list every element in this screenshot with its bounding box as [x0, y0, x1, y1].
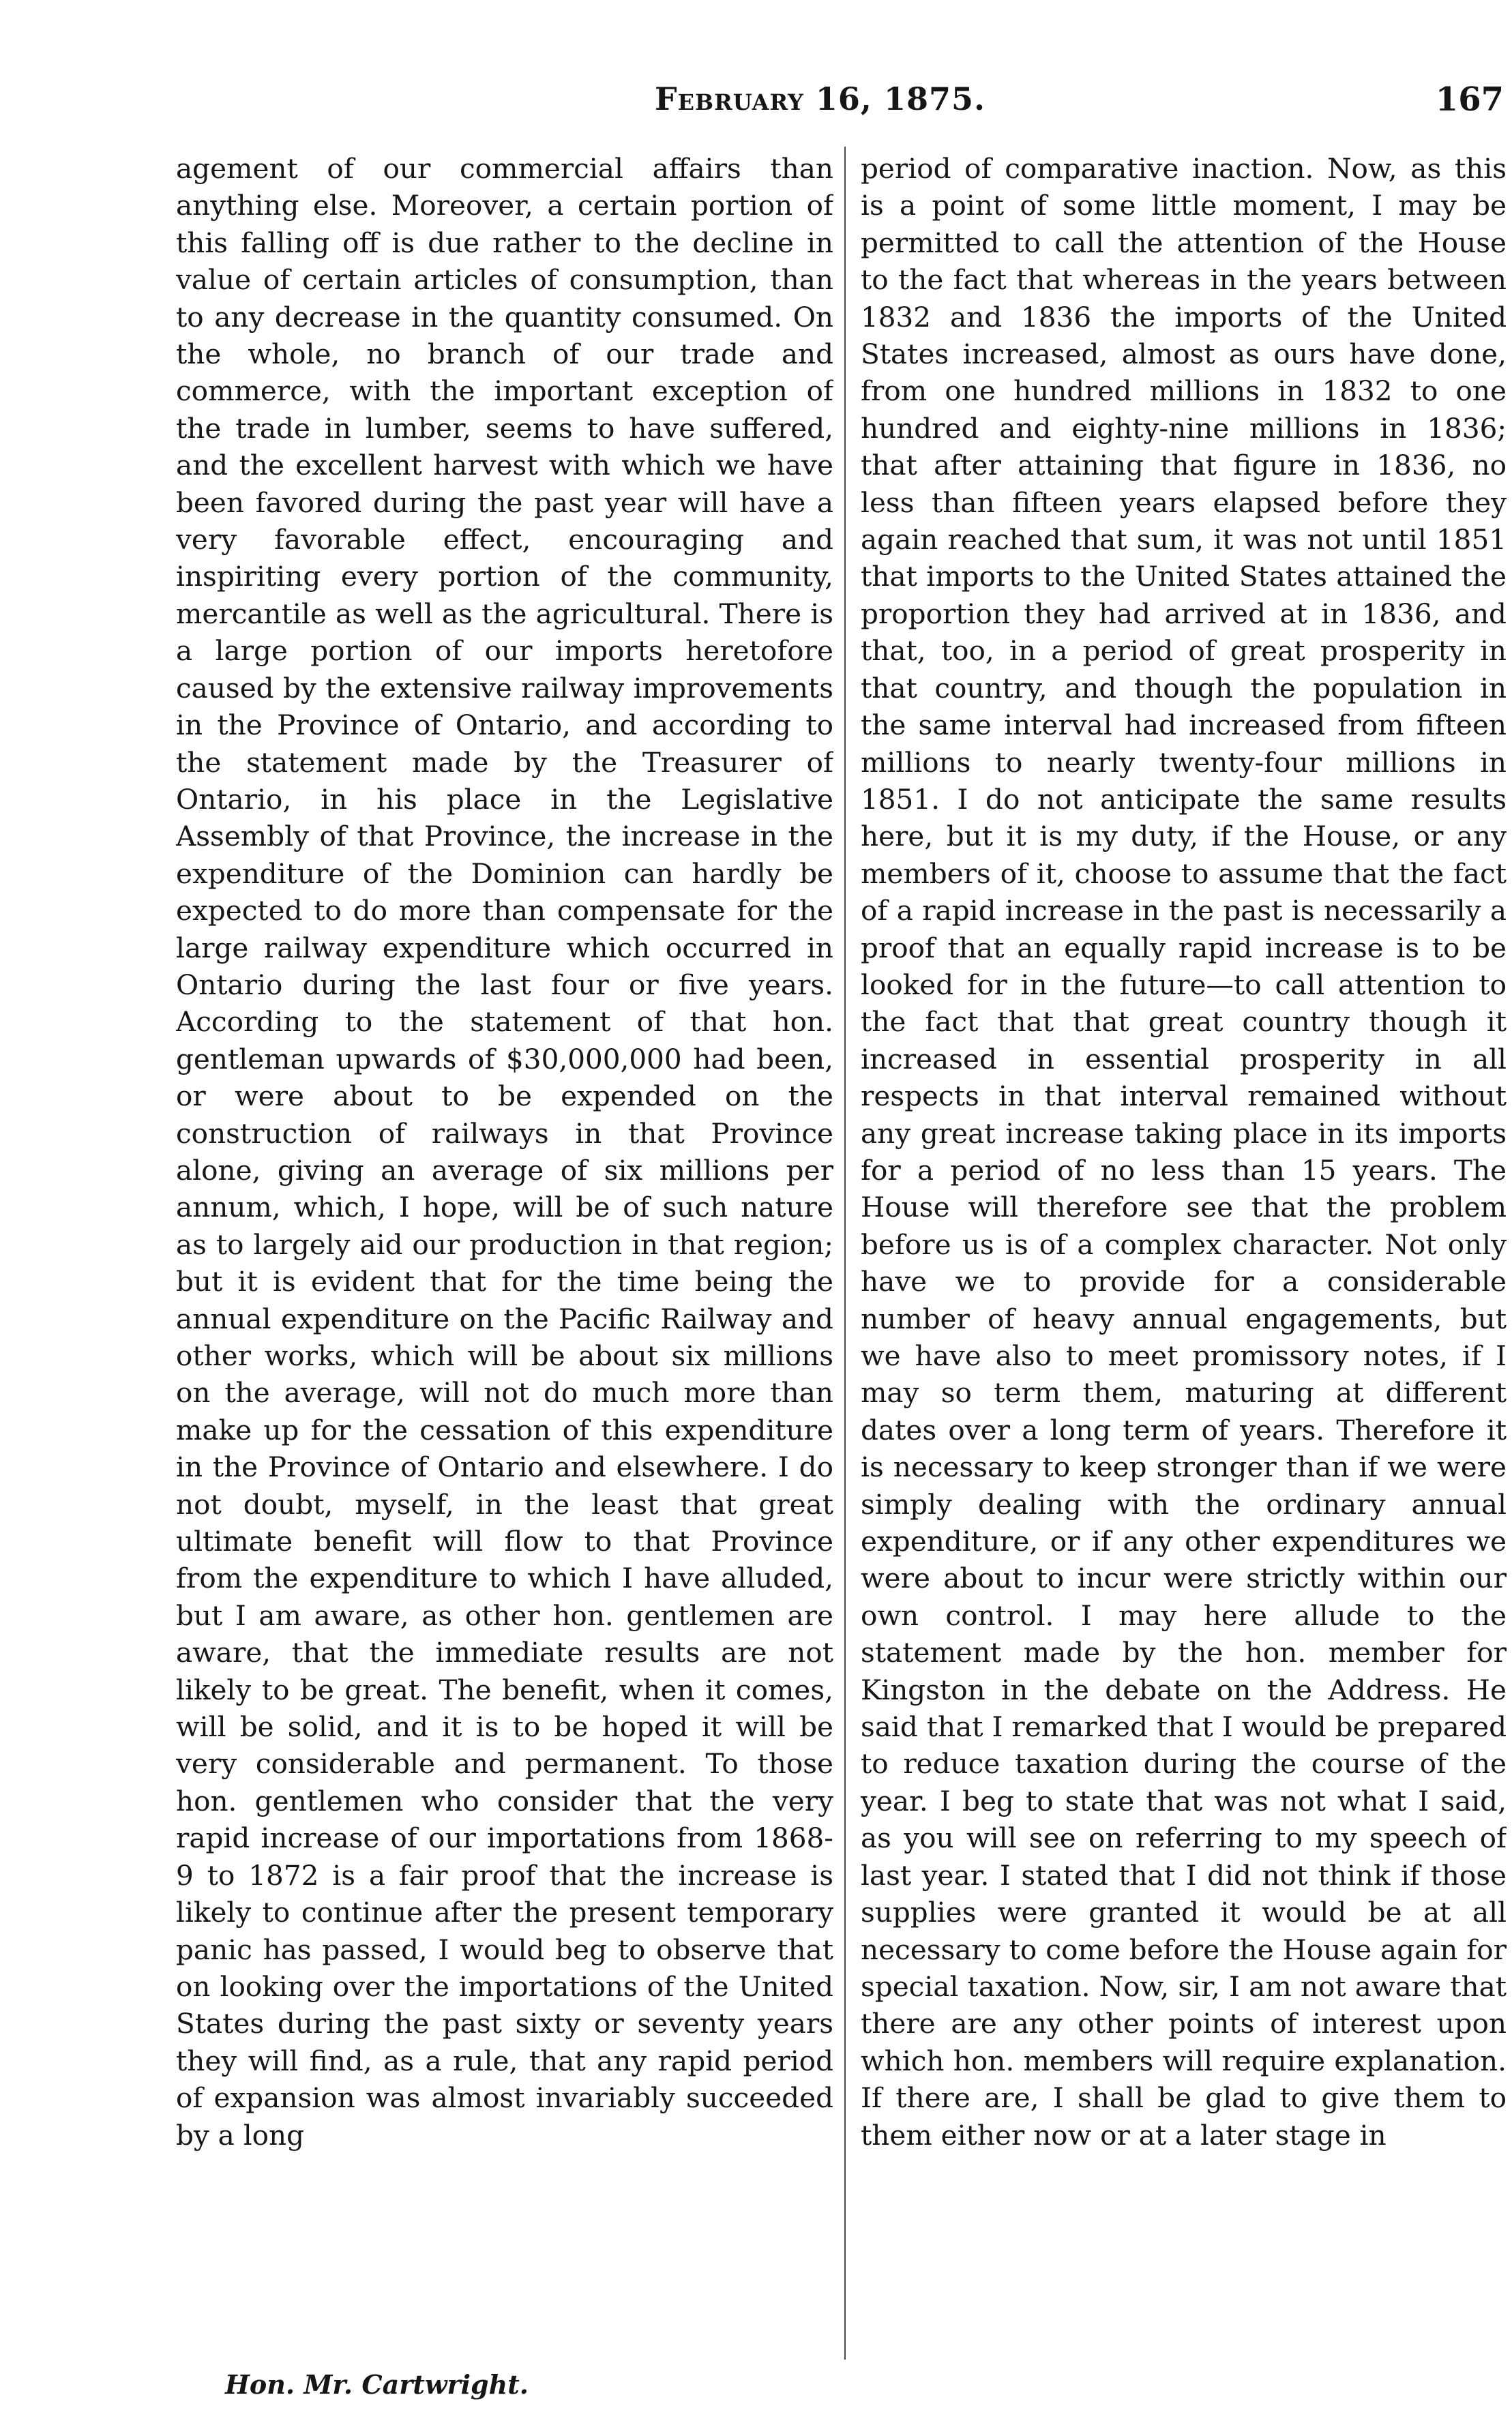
right-column-text: period of comparative inaction. Now, as this is a point of some little moment, I may be permitted to call the attention of the House to the fact that whereas in the years between 1832 and 1836 the imports of the United States increased, almost as ours have done, from one hundred millions in 1832 to one hundred and eighty-nine millions in 1836; that after attaining that figure in 1836, no less than fifteen years elapsed before they again reached that sum, it was not until 1851 that imports to the United States attained the proportion they had arrived at in 1836, and that, too, in a period of great prosperity in that country, and though the population in the same interval had increased from fifteen millions to nearly twenty-four millions in 1851. I do not anticipate the same results here, but it is my duty, if the House, or any members of it, choose to assume that the fact of a rapid increase in the past is necessarily a proof that an equally rapid increase is to be looked for in the future—to call attention to the fact that that great country though it increased in essential prosperity in all respects in that interval remained without any great increase taking place in its imports for a period of no less than 15 years. The House will therefore see that the problem before us is of a complex character. Not only have we to provide for a considerable number of heavy annual engagements, but we have also to meet promissory notes, if I may so term them, maturing at different dates over a long term of years. Therefore it is necessary to keep stronger than if we were simply dealing with the ordinary annual expenditure, or if any other expenditures we were about to incur were strictly within our own control. I may here allude to the statement made by the hon. member for Kingston in the debate on the Address. He said that I remarked that I would be prepared to reduce taxation during the course of the year. I beg to state that was not what I said, as you will see on referring to my speech of last year. I stated that I did not think if those supplies were granted it would be at all necessary to come before the House again for special taxation. Now, sir, I am not aware that there are any other points of interest upon which hon. members will require explanation. If there are, I shall be glad to give them to them either now or at a later stage in	[861, 152, 1507, 2152]
page-number: 167	[1435, 80, 1504, 119]
left-column-text: agement of our commercial affairs than anything else. Moreover, a certain portion of this falling off is due rather to the decline in value of certain articles of consumption, than to any decrease in the quantity consumed. On the whole, no branch of our trade and commerce, with the important exception of the trade in lumber, seems to have suffered, and the excellent harvest with which we have been favored during the past year will have a very favorable effect, encouraging and inspiriting every portion of the community, mercantile as well as the agricultural. There is a large portion of our imports heretofore caused by the extensive railway improvements in the Province of Ontario, and according to the statement made by the Treasurer of Ontario, in his place in the Legislative Assembly of that Province, the increase in the expenditure of the Dominion can hardly be expected to do more than compensate for the large railway expenditure which occurred in Ontario during the last four or five years. According to the statement of that hon. gentleman upwards of $30,000,000 had been, or were about to be expended on the construction of railways in that Province alone, giving an average of six millions per annum, which, I hope, will be of such nature as to largely aid our production in that region; but it is evident that for the time being the annual expenditure on the Pacific Railway and other works, which will be about six millions on the average, will not do much more than make up for the cessation of this expenditure in the Province of Ontario and elsewhere. I do not doubt, myself, in the least that great ultimate benefit will flow to that Province from the expenditure to which I have alluded, but I am aware, as other hon. gentlemen are aware, that the immediate results are not likely to be great. The benefit, when it comes, will be solid, and it is to be hoped it will be very considerable and permanent. To those hon. gentlemen who consider that the very rapid increase of our importations from 1868-9 to 1872 is a fair proof that the increase is likely to continue after the present temporary panic has passed, I would beg to observe that on looking over the importations of the United States during the past sixty or seventy years they will find, as a rule, that any rapid period of expansion was almost invariably succeeded by a long	[176, 152, 833, 2152]
header-date: February 16, 1875.	[655, 80, 985, 117]
right-column	[861, 150, 1507, 2353]
speaker-footer: Hon. Mr. Cartwright.	[225, 2369, 529, 2400]
page-header	[655, 80, 1504, 128]
column-divider	[844, 147, 846, 2360]
left-column	[176, 150, 833, 2353]
